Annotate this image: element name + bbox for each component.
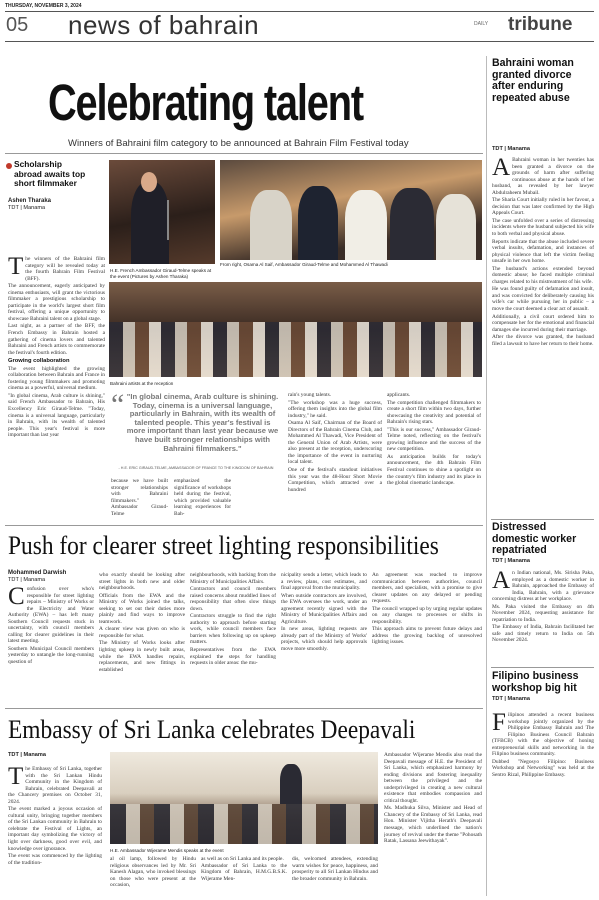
lighting-col1 xyxy=(8,586,94,706)
lighting-paragraph: The Ministry of Works looks after lighting upkeep in newly built areas, while the EWA handles repairs, replacements, and new fittings in established xyxy=(99,640,185,673)
divorce-paragraph: The Sharia Court initially ruled in her favour, a decision that was later confirmed by the High Appeals Court. xyxy=(492,197,594,217)
worker-paragraph: The Embassy of India, Bahrain facilitated her safe and timely return to India on 5th November 2024. xyxy=(492,624,594,644)
pull-quote-attribution: - H.E. ERIC GIRAUD-TELME, AMBASSADOR OF FRANCE TO THE KINGDOM OF BAHRAIN xyxy=(118,466,274,470)
lighting-paragraph: Southern Municipal Council members yesterday to untangle the long-running question of xyxy=(8,645,94,666)
lead-paragraph: As anticipation builds for today's announcement, the 4th Bahrain Film Festival continues to shine a spotlight on the country's film industry and its place in the global cinematic landscape. xyxy=(387,453,481,487)
lead-paragraph: he winners of the Bahraini film category will be revealed today at the fourth Bahrain Film Festival (BFF). xyxy=(25,256,105,282)
photo-ambassador xyxy=(109,160,215,264)
divorce-paragraph: Bahraini woman in her twenties has been granted a divorce on the grounds of harm after suffering continuous abuse at the hands of her husband, as revealed by her lawyer Abdulraheem Mubail. xyxy=(492,157,594,196)
worker-body xyxy=(492,570,594,666)
deepavali-paragraph: Ambassador Wijerame Mendis also read the Deepavali message of H.E. the President of Sri Lanka, which emphasized harmony by ending divisions and fostering inequality between the privileged and the underprivileged in creating a new cultural existence that embodies compassion and critical thought. xyxy=(384,752,482,804)
lead-dropcap: T xyxy=(8,256,24,280)
caption-group: From right, Osama Al Saif, Ambassador Giraud-Telme and Mohammed Al Thawadi xyxy=(220,262,388,267)
divorce-body xyxy=(492,157,594,521)
lighting-paragraph: The council wrapped up by urging regular updates on any changes to processes or shifts in responsibility. xyxy=(372,605,482,625)
lead-paragraph: "In global cinema, Arab culture is shining," said French Ambassador to Bahrain, His Excellency Eric Giraud-Telme. "Today, cinema is a universal language, particularly in Bahrain, with its wealth of talented people. This year's festival is more important than last year xyxy=(8,392,105,439)
photo-deepavali xyxy=(110,752,378,844)
deepavali-col1 xyxy=(8,766,102,896)
lighting-byline-outlet: TDT | Manama xyxy=(8,577,46,583)
worker-paragraph: n Indian national, Ms. Sirisha Paka, employed as a domestic worker in Bahrain, approached the Embassy of India, Bahrain, with a grievance concerning distress at her workplace. xyxy=(492,570,594,603)
deepavali-paragraph: Ms. Madhuka Silva, Minister and Head of Chancery of the Embassy of Sri Lanka, read Hon. Minister Vijitha Herath's Deepavali message, which underlined the nation's journey of revival under the theme "Pohosath Ratak, Lassana Jeewithayak". xyxy=(384,805,482,845)
crowd-row xyxy=(109,322,482,377)
lead-teaser: Scholarship abroad awaits top short filmmaker xyxy=(14,159,86,189)
lead-paragraph: rain's young talents. xyxy=(288,392,332,398)
lead-headline: Celebrating talent xyxy=(48,74,363,131)
lead-col1 xyxy=(8,256,105,487)
lead-paragraph: "This is our success," Ambassador Giraud-Telme noted, reflecting on the festival's growing influence and the success of the new competition. xyxy=(387,426,481,453)
deepavali-col4: dis, welcomed attendees, extending warm wishes for peace, happiness, and prosperity to all Sri Lankan Hindus and the broader community in Bahrain. xyxy=(292,856,378,882)
caption-deepavali: H.E. Ambassador Wijerame Mendis speaks at the event xyxy=(110,848,224,853)
lead-paragraph: applicants. xyxy=(387,392,411,398)
lead-col-subhead: Growing collaboration xyxy=(8,358,70,365)
teaser-bullet-icon xyxy=(6,163,12,169)
speaker-head xyxy=(141,172,157,192)
deepavali-col3: as well as on Sri Lanka and its people. Ambassador of Sri Lanka to the Kingdom of Bahrain, H.M.G.B.S.K. Wijerame Men- xyxy=(201,856,287,882)
worker-byline: TDT | Manama xyxy=(492,558,530,564)
lead-paragraph: The announcement, eagerly anticipated by cinema enthusiasts, will grant the victorious filmmaker a prestigious scholarship to participate in the world's largest short film festival, offering a unique opportunity to showcase Bahraini talent on a global stage. xyxy=(8,283,105,322)
divorce-dropcap: A xyxy=(492,157,511,181)
lighting-dropcap: C xyxy=(8,586,25,610)
deepavali-paragraph: The event was commenced by the lighting of the tradition- xyxy=(8,853,102,866)
lead-col2: because we have built stronger relationships with Bahraini filmmakers." Ambassador Giraud-Telme xyxy=(111,478,168,516)
worker-dropcap: A xyxy=(492,570,511,594)
lighting-paragraph: This approach aims to prevent future delays and address the growing backlog of unresolved lighting issues. xyxy=(372,626,482,646)
lead-paragraph: "The workshop was a huge success, offering them insights into the global film industry," he said. xyxy=(288,399,382,419)
lighting-paragraph: An agreement was reached to improve communication between authorities, council members, and specialists, with a promise to give clearer updates on any delayed or pending requests. xyxy=(372,572,482,605)
filipino-headline: Filipino business workshop big hit xyxy=(492,670,579,694)
lighting-paragraph: Representatives from the EWA explained the steps for handling requests in older areas: the mu- xyxy=(190,647,276,667)
lead-col4 xyxy=(288,392,382,518)
microphone-icon xyxy=(167,200,169,240)
lead-paragraph: Last night, as a partner of the BFF, the French Embassy in Bahrain hosted a gathering of cinema lovers and talented Bahraini and French artists to commemorate the festival's fourth edition. xyxy=(8,323,105,356)
deepavali-paragraph: he Embassy of Sri Lanka, together with the Sri Lankan Hindu Community in the Kingdom of Bahrain, celebrated Deepavali at the Chancery premises on October 31, 2024. xyxy=(8,766,102,805)
deepavali-byline: TDT | Manama xyxy=(8,752,46,758)
lighting-paragraph: Contractors and council members raised concerns about muddled lines of responsibility that often slow things down. xyxy=(190,586,276,612)
lighting-col2 xyxy=(99,572,185,706)
filipino-body xyxy=(492,712,594,896)
group-figure xyxy=(390,188,434,260)
story-rule xyxy=(5,525,483,526)
lighting-paragraph: Officials from the EWA and the Ministry of Works joined the talks, seeking to set out their duties more plainly and find ways to improve teamwork. xyxy=(99,592,185,625)
lead-col3: emphasized the significance of workshops held during the festival, which provided valuable learning experiences for Bah- xyxy=(174,478,231,516)
pull-quote-mark: “ xyxy=(111,388,125,421)
lead-paragraph: The event highlighted the growing collaboration between Bahrain and France in fostering young filmmakers and promoting cinema as a powerful, universal medium. xyxy=(8,365,105,392)
lead-paragraph: One of the festival's standout initiatives this year was the 48-Hour Short Movie Competition, which attracted over a hundred xyxy=(288,467,382,493)
deepavali-paragraph: The event marked a joyous occasion of cultural unity, bringing together members of the Sri Lankan community in Bahrain to celebrate the Festival of Lights, an important day symbolizing the victory of light over darkness, good over evil, and knowledge over ignorance. xyxy=(8,806,102,852)
page-number: 05 xyxy=(6,14,29,36)
caption-ambassador: H.E. French Ambassador Giraud-Telme speaks at the event (Pictures by Ashen Tharaka) xyxy=(110,268,212,279)
pull-quote: "In global cinema, Arab culture is shining. Today, cinema is a universal language, particularly in Bahrain, with its wealth of talented people. This year's festival is more important than last year because we have built stronger relationships with Bahraini filmmakers." xyxy=(126,392,279,453)
filipino-dropcap: F xyxy=(492,712,506,736)
lighting-paragraph: onfusion over who's responsible for street lighting repairs – Ministry of Works or the Electricity and Water Authority (EWA) – has left many Southern Council requests stuck in uncertainty, with council members calling for clearer guidelines in their latest meeting. xyxy=(8,586,94,645)
divorce-byline: TDT | Manama xyxy=(492,146,530,152)
deepavali-headline: Embassy of Sri Lanka celebrates Deepavali xyxy=(8,715,416,744)
lighting-paragraph: When outside contractors are involved, the EWA oversees the work, under an agreement recently signed with the Ministry of Municipalities Affairs and Agriculture. xyxy=(281,592,367,625)
filipino-byline: TDT | Manama xyxy=(492,696,530,702)
photo-artists xyxy=(109,282,482,377)
group-figure xyxy=(250,190,292,260)
lead-byline xyxy=(8,198,51,212)
lead-rule xyxy=(5,153,483,154)
divorce-headline: Bahraini woman granted divorce after enduring repeated abuse xyxy=(492,57,574,104)
filipino-paragraph: ilipinos attended a recent business workshop jointly organized by the Philippine Embassy Bahrain and The Filipino Business Council Bahrain (TFBCB) with the objective of honing entrepreneurial skills and networking in the Filipino business community. xyxy=(492,712,594,758)
deepavali-col5 xyxy=(384,752,482,896)
brand-prefix: DAILY xyxy=(474,21,489,27)
divorce-paragraph: After the divorce was granted, the husband filed a lawsuit to have her return to their home. xyxy=(492,334,594,347)
photo-group xyxy=(220,160,482,260)
lead-paragraph: The competition challenged filmmakers to create a short film within two days, further showcasing the creativity and potential of Bahrain's rising stars. xyxy=(387,399,481,426)
divorce-paragraph: He was found guilty of defamation and insult, and was convicted for deliberately causing his wife's car while pursuing her in public – a move the court deemed a clear act of assault. xyxy=(492,286,594,313)
divorce-paragraph: The husband's actions extended beyond domestic abuse; he faced multiple criminal charges related to his mistreatment of his wife. xyxy=(492,265,594,285)
lighting-paragraph: neighbourhoods, with backing from the Ministry of Municipalities Affairs. xyxy=(190,572,276,585)
lighting-col5 xyxy=(372,572,482,706)
brand-logo xyxy=(470,15,592,37)
lead-col5 xyxy=(387,392,481,518)
worker-headline: Distressed domestic worker repatriated xyxy=(492,521,577,557)
speaker-figure xyxy=(280,764,302,804)
lead-byline-name: Ashen Tharaka xyxy=(8,198,52,204)
lighting-col4 xyxy=(281,572,367,706)
group-figure xyxy=(298,186,338,260)
deepavali-dropcap: T xyxy=(8,766,24,790)
group-figure xyxy=(345,190,387,260)
divorce-paragraph: Reports indicate that the abuse included severe verbal insults, defamation, and instances of physical violence that left the victim feeling unsafe in her own home. xyxy=(492,238,594,265)
sidebar-rule xyxy=(491,519,594,520)
lighting-headline: Push for clearer street lighting responsibilities xyxy=(8,531,439,560)
lighting-paragraph: A clearer view was given on who is responsible for what. xyxy=(99,626,185,639)
filipino-paragraph: Dubbed "Negosyo Filipino: Business Workshop and Networking" was held at the Sentro Rizal, Philippine Embassy. xyxy=(492,758,594,778)
divorce-paragraph: The case unfolded over a series of distressing incidents where the husband subjected his wife to both verbal and physical abuse. xyxy=(492,217,594,238)
group-figure xyxy=(436,194,476,260)
lead-byline-outlet: TDT | Manama xyxy=(8,205,46,211)
speaker-figure xyxy=(131,182,169,264)
lead-subhead: Winners of Bahraini film category to be announced at Bahrain Film Festival today xyxy=(68,138,409,149)
brand-name: tribune xyxy=(508,14,573,35)
lighting-col3 xyxy=(190,572,276,706)
divorce-paragraph: Additionally, a civil court ordered him to compensate her for the emotional and financial damages she incurred during their marriage. xyxy=(492,313,594,333)
lead-paragraph: Osama Al Saif, Chairman of the Board of Directors of the Bahrain Cinema Club, and Mohammed Al Thawadi, Vice President of the General Union of Arab Artists, were also present at the reception, underscoring the importance of the event in nurturing local talent. xyxy=(288,420,382,466)
lighting-paragraph: Contractors struggle to find the right authority to approach before starting work, while council members face barriers when following up on upkeep matters. xyxy=(190,613,276,646)
lighting-paragraph: who exactly should be looking after street lights in both new and older neighbourhoods. xyxy=(99,572,185,592)
caption-artists: Bahraini artists at the reception xyxy=(110,381,174,386)
sidebar-divider xyxy=(486,56,487,896)
section-title: news of bahrain xyxy=(68,10,260,40)
lighting-paragraph: In new areas, lighting requests are already part of the Ministry of Works' projects, which should help approvals move more smoothly. xyxy=(281,626,367,653)
issue-date: THURSDAY, NOVEMBER 3, 2024 xyxy=(5,3,82,9)
lighting-paragraph: nicipality sends a letter, which leads to a review, plans, cost estimates, and final approval from the municipality. xyxy=(281,572,367,592)
story-rule xyxy=(5,708,483,709)
deepavali-col2: al oil lamp, followed by Hindu religious observances led by Mr. Sri Kanesh Alagan, who invoked blessings on those who were present at the occasion, xyxy=(110,856,196,889)
sidebar-rule xyxy=(491,667,594,668)
audience-row xyxy=(110,804,378,844)
lighting-byline-name: Mohammed Darwish xyxy=(8,570,67,576)
worker-paragraph: Ms. Paka visited the Embassy on 4th November 2024, requesting assistance for repatriation to India. xyxy=(492,603,594,623)
lighting-byline xyxy=(8,570,66,584)
